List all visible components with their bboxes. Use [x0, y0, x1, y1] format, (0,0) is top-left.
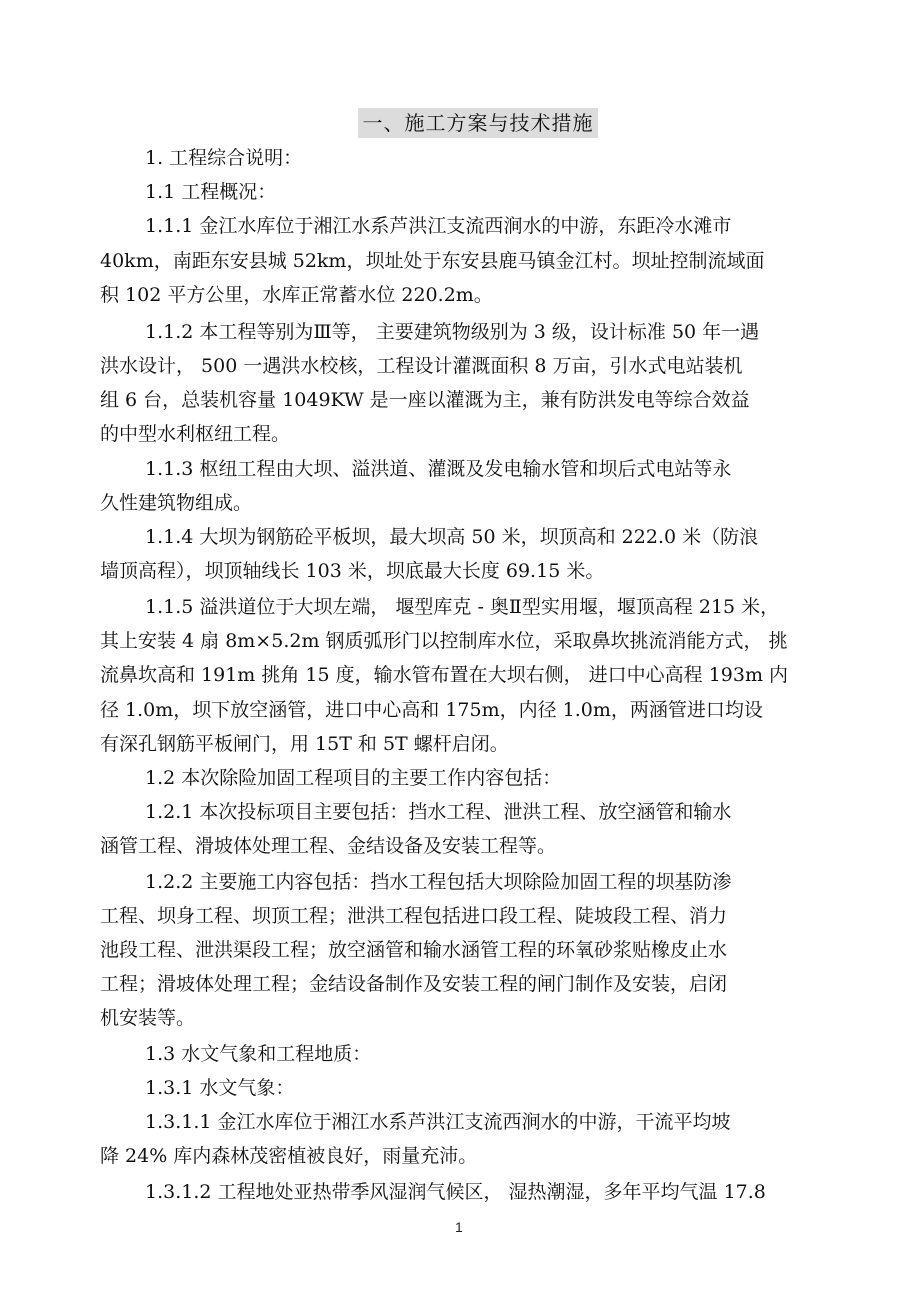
text-line: 1. 工程综合说明： [145, 147, 303, 169]
text-line: 1.1.2 本工程等别为Ⅲ等， 主要建筑物级别为 3 级，设计标准 50 年一遇 [145, 321, 760, 343]
text-line: 降 24% 库内森林茂密植被良好，雨量充沛。 [100, 1145, 478, 1167]
text-line: 1.3.1.2 工程地处亚热带季风湿润气候区， 湿热潮湿，多年平均气温 17.8 [145, 1181, 766, 1203]
text-line: 涵管工程、滑坡体处理工程、金结设备及安装工程等。 [100, 835, 557, 857]
text-line: 工程、坝身工程、坝顶工程；泄洪工程包括进口段工程、陡坡段工程、消力 [100, 905, 728, 927]
text-line: 其上安装 4 扇 8m×5.2m 钢质弧形门以控制库水位，采取鼻坎挑流消能方式， 挑 [100, 630, 788, 652]
text-line: 工程；滑坡体处理工程；金结设备制作及安装工程的闸门制作及安装，启闭 [100, 973, 728, 995]
text-line: 洪水设计， 500 一遇洪水校核，工程设计灌溉面积 8 万亩，引水式电站装机 [100, 355, 743, 377]
text-line: 1.2.1 本次投标项目主要包括：挡水工程、泄洪工程、放空涵管和输水 [145, 801, 732, 823]
text-line: 机安装等。 [100, 1007, 196, 1029]
text-line: 1.2.2 主要施工内容包括：挡水工程包括大坝除险加固工程的坝基防渗 [145, 871, 732, 893]
text-line: 1.1.3 枢纽工程由大坝、溢洪道、灌溉及发电输水管和坝后式电站等永 [145, 458, 732, 480]
text-line: 1.3.1 水文气象： [145, 1077, 295, 1099]
text-line: 1.1.1 金江水库位于湘江水系芦洪江支流西涧水的中游，东距冷水滩市 [145, 215, 732, 237]
page-number: 1 [455, 1219, 463, 1235]
text-line: 的中型水利枢纽工程。 [100, 423, 291, 445]
text-line: 1.1 工程概况： [145, 181, 277, 203]
text-line: 1.3 水文气象和工程地质： [145, 1043, 372, 1065]
text-line: 池段工程、泄洪渠段工程；放空涵管和输水涵管工程的环氧砂浆贴橡皮止水 [100, 939, 728, 961]
text-line: 1.1.5 溢洪道位于大坝左端， 堰型库克 - 奥Ⅱ型实用堰，堰顶高程 215 米， [145, 596, 780, 618]
text-line: 墙顶高程），坝顶轴线长 103 米，坝底最大长度 69.15 米。 [100, 560, 605, 582]
text-line: 组 6 台，总装机容量 1049KW 是一座以灌溉为主，兼有防洪发电等综合效益 [100, 389, 750, 411]
text-line: 1.1.4 大坝为钢筋砼平板坝，最大坝高 50 米，坝顶高和 222.0 米（防浪 [145, 526, 759, 548]
text-line: 1.2 本次除险加固工程项目的主要工作内容包括： [145, 767, 562, 789]
text-line: 流鼻坎高和 191m 挑角 15 度，输水管布置在大坝右侧， 进口中心高程 193m 内 [100, 664, 789, 686]
text-line: 积 102 平方公里，水库正常蓄水位 220.2m。 [100, 284, 493, 306]
text-line: 有深孔钢筋平板闸门，用 15T 和 5T 螺杆启闭。 [100, 733, 509, 755]
page-title: 一、施工方案与技术措施 [358, 108, 598, 138]
text-line: 40km，南距东安县城 52km，坝址处于东安县鹿马镇金江村。坝址控制流域面 [100, 250, 765, 272]
text-line: 久性建筑物组成。 [100, 492, 253, 514]
text-line: 1.3.1.1 金江水库位于湘江水系芦洪江支流西涧水的中游，干流平均坡 [145, 1111, 731, 1133]
text-line: 径 1.0m，坝下放空涵管，进口中心高和 175m，内径 1.0m，两涵管进口均设 [100, 699, 763, 721]
